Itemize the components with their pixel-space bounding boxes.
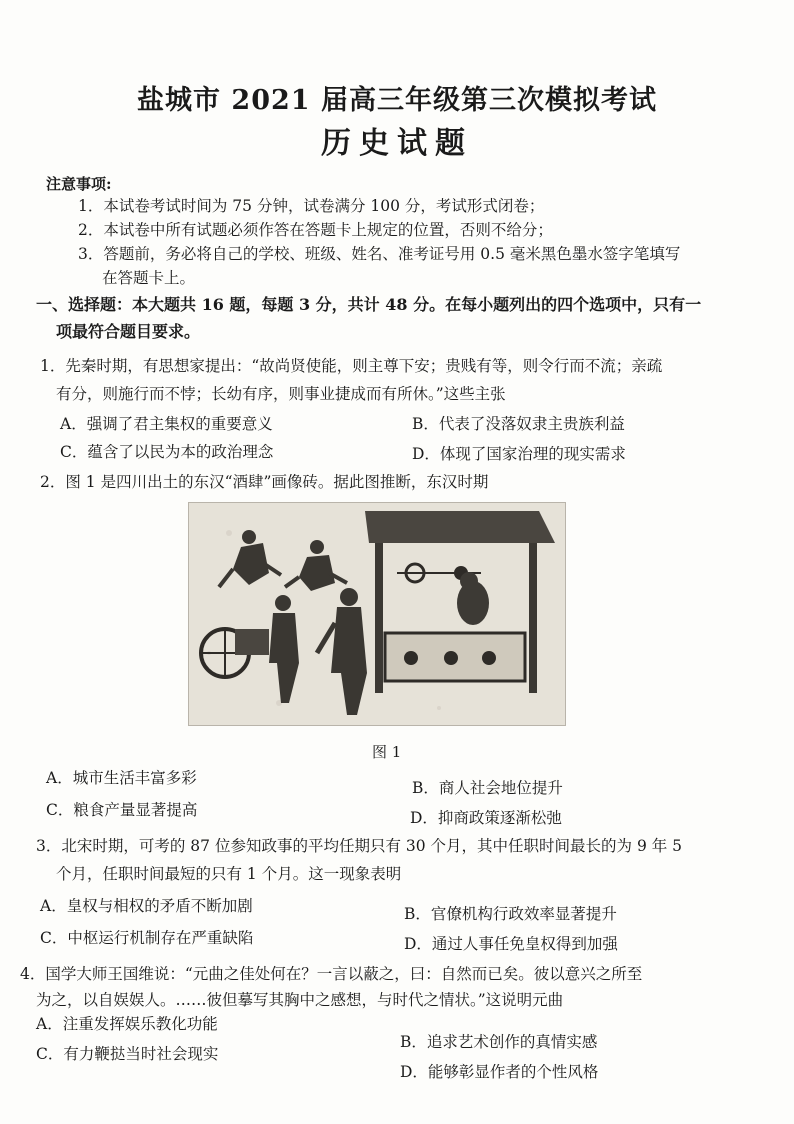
notice-item: 3．答题前，务必将自己的学校、班级、姓名、准考证号用 0.5 毫米黑色墨水签字笔填写 — [78, 245, 681, 263]
question-3-option-a: A．皇权与相权的矛盾不断加剧 — [40, 897, 253, 915]
notice-item: 2．本试卷中所有试题必须作答在答题卡上规定的位置，否则不给分； — [78, 221, 553, 239]
question-4-stem: 为之，以自娱娱人。……彼但摹写其胸中之感想，与时代之情状。”这说明元曲 — [36, 991, 564, 1009]
notice-item: 在答题卡上。 — [102, 269, 196, 287]
tavern-brick-relief-image — [188, 502, 566, 726]
question-2-option-b: B．商人社会地位提升 — [412, 779, 563, 797]
question-3-option-c: C．中枢运行机制存在严重缺陷 — [40, 929, 254, 947]
notice-heading: 注意事项: — [46, 175, 112, 193]
question-2-option-a: A．城市生活丰富多彩 — [46, 769, 197, 787]
question-4-option-b: B．追求艺术创作的真情实感 — [400, 1033, 598, 1051]
question-1-stem: 有分，则施行而不悖；长幼有序，则事业捷成而有所休。”这些主张 — [56, 385, 506, 403]
question-3-option-d: D．通过人事任免皇权得到加强 — [404, 935, 618, 953]
question-4-option-d: D．能够彰显作者的个性风格 — [400, 1063, 599, 1081]
question-2-stem: 2．图 1 是四川出土的东汉“酒肆”画像砖。据此图推断，东汉时期 — [40, 473, 489, 491]
question-3-stem: 3．北宋时期，可考的 87 位参知政事的平均任期只有 30 个月，其中任职时间最长的为 9 年 5 — [36, 837, 683, 855]
exam-title: 盐城市 2021 届高三年级第三次模拟考试 — [137, 85, 657, 116]
question-1-option-b: B．代表了没落奴隶主贵族利益 — [412, 415, 625, 433]
question-1-stem: 1．先秦时期，有思想家提出：“故尚贤使能，则主尊下安；贵贱有等，则令行而不流；亲疏 — [40, 357, 663, 375]
question-1-option-a: A．强调了君主集权的重要意义 — [60, 415, 273, 433]
section-heading: 一、选择题：本大题共 16 题，每题 3 分，共计 48 分。在每小题列出的四个选项中，只有一 — [36, 295, 702, 314]
question-1-option-c: C．蕴含了以民为本的政治理念 — [60, 443, 274, 461]
exam-subtitle: 历史试题 — [321, 126, 473, 161]
relief-illustration — [189, 503, 565, 725]
question-2-option-c: C．粮食产量显著提高 — [46, 801, 198, 819]
question-4-stem: 4．国学大师王国维说：“元曲之佳处何在？一言以蔽之，曰：自然而已矣。彼以意兴之所至 — [20, 965, 643, 983]
question-4-option-a: A．注重发挥娱乐教化功能 — [36, 1015, 218, 1033]
notice-item: 1．本试卷考试时间为 75 分钟，试卷满分 100 分，考试形式闭卷； — [78, 197, 545, 215]
section-heading: 项最符合题目要求。 — [56, 322, 201, 341]
question-3-option-b: B．官僚机构行政效率显著提升 — [404, 905, 617, 923]
question-2-option-d: D．抑商政策逐渐松弛 — [410, 809, 562, 827]
question-3-stem: 个月，任职时间最短的只有 1 个月。这一现象表明 — [56, 865, 402, 883]
question-4-option-c: C．有力鞭挞当时社会现实 — [36, 1045, 219, 1063]
question-1-option-d: D．体现了国家治理的现实需求 — [412, 445, 626, 463]
figure-caption: 图 1 — [372, 743, 402, 761]
